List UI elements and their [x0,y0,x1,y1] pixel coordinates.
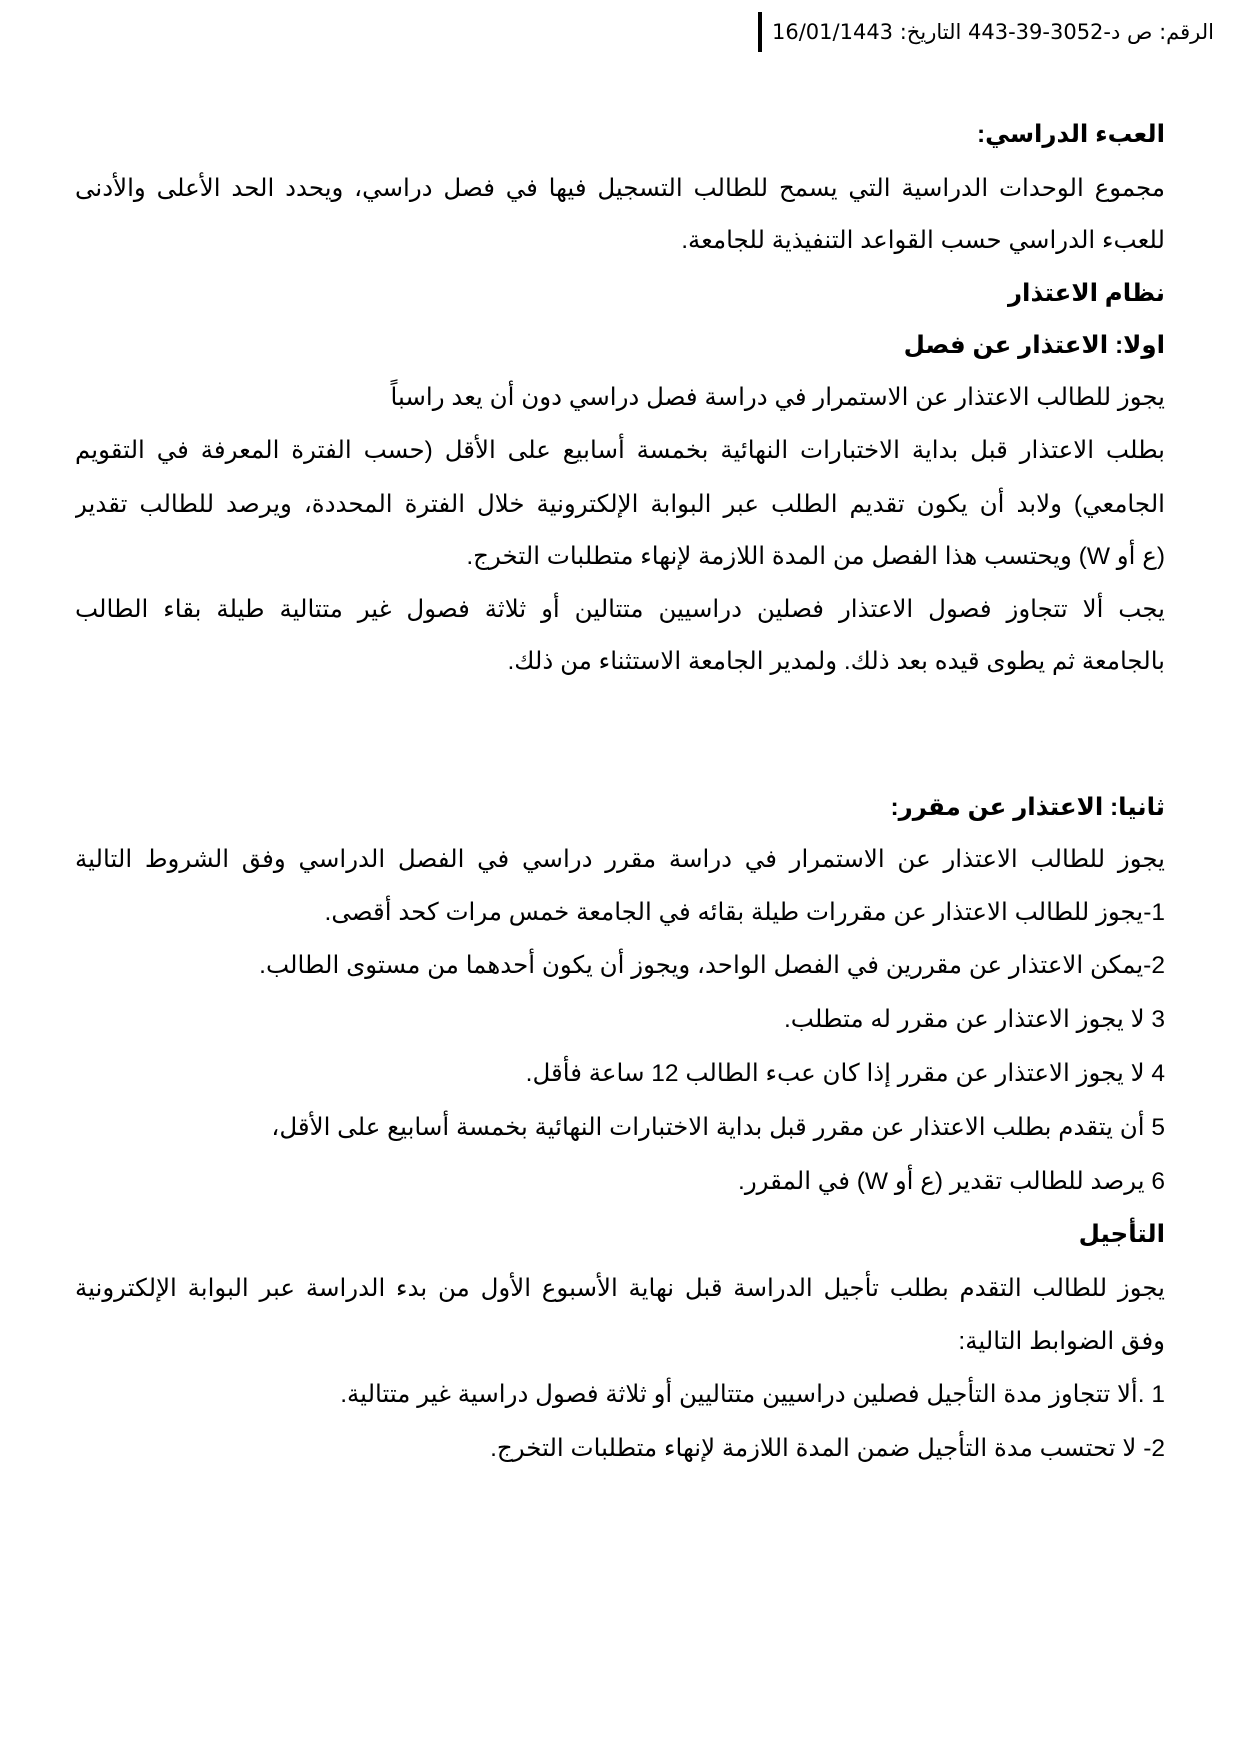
postponement-heading: التأجيل [1078,1221,1165,1248]
withdrawal-heading: نظام الاعتذار [1007,280,1165,307]
course-condition-item: 6 يرصد للطالب تقدير (ع أو W) في المقرر. [738,1168,1165,1195]
load-paragraph-line: للعبء الدراسي حسب القواعد التنفيذية للجامعة. [681,227,1165,254]
course-withdrawal-intro: يجوز للطالب الاعتذار عن الاستمرار في دراسة مقرر دراسي في الفصل الدراسي وفق الشروط التالية [75,846,1165,873]
semester-withdrawal-line: الجامعي) ولابد أن يكون تقديم الطلب عبر البوابة الإلكترونية خلال الفترة المحددة، ويرصد للطالب تقدير [75,491,1165,518]
load-paragraph-line: مجموع الوحدات الدراسية التي يسمح للطالب التسجيل فيها في فصل دراسي، ويحدد الحد الأعلى والأدنى [75,175,1165,202]
semester-withdrawal-heading: اولا: الاعتذار عن فصل [903,332,1165,359]
course-condition-item: 2-يمكن الاعتذار عن مقررين في الفصل الواحد، ويجوز أن يكون أحدهما من مستوى الطالب. [259,952,1165,979]
postponement-rule-item: 1 .ألا تتجاوز مدة التأجيل فصلين دراسيين متتاليين أو ثلاثة فصول دراسية غير متتالية. [340,1381,1165,1408]
header-divider [758,12,762,52]
semester-withdrawal-line: يجوز للطالب الاعتذار عن الاستمرار في دراسة فصل دراسي دون أن يعد راسباً [390,384,1165,411]
semester-withdrawal-line: بالجامعة ثم يطوى قيده بعد ذلك. ولمدير الجامعة الاستثناء من ذلك. [507,648,1165,675]
semester-withdrawal-line: بطلب الاعتذار قبل بداية الاختبارات النهائية بخمسة أسابيع على الأقل (حسب الفترة المعرفة في التقويم [75,437,1165,464]
course-condition-item: 1-يجوز للطالب الاعتذار عن مقررات طيلة بقائه في الجامعة خمس مرات كحد أقصى. [324,899,1165,926]
reference-number-date: الرقم: ص د-3052-39-443 التاريخ: 16/01/1443 [772,20,1214,44]
semester-withdrawal-line: (ع أو W) ويحتسب هذا الفصل من المدة اللازمة لإنهاء متطلبات التخرج. [466,543,1165,570]
document-reference-header [758,12,1214,52]
course-withdrawal-heading: ثانيا: الاعتذار عن مقرر: [890,794,1165,821]
postponement-line: وفق الضوابط التالية: [958,1328,1165,1355]
load-heading: العبء الدراسي: [977,121,1165,148]
postponement-rule-item: 2- لا تحتسب مدة التأجيل ضمن المدة اللازمة لإنهاء متطلبات التخرج. [490,1435,1165,1462]
postponement-line: يجوز للطالب التقدم بطلب تأجيل الدراسة قبل نهاية الأسبوع الأول من بدء الدراسة عبر البوابة الإلكترونية [75,1275,1165,1302]
course-condition-item: 3 لا يجوز الاعتذار عن مقرر له متطلب. [784,1006,1165,1033]
course-condition-item: 5 أن يتقدم بطلب الاعتذار عن مقرر قبل بداية الاختبارات النهائية بخمسة أسابيع على الأقل، [271,1114,1165,1141]
course-condition-item: 4 لا يجوز الاعتذار عن مقرر إذا كان عبء الطالب 12 ساعة فأقل. [525,1060,1165,1087]
semester-withdrawal-line: يجب ألا تتجاوز فصول الاعتذار فصلين دراسيين متتالين أو ثلاثة فصول غير متتالية طيلة بقاء الطالب [75,596,1165,623]
